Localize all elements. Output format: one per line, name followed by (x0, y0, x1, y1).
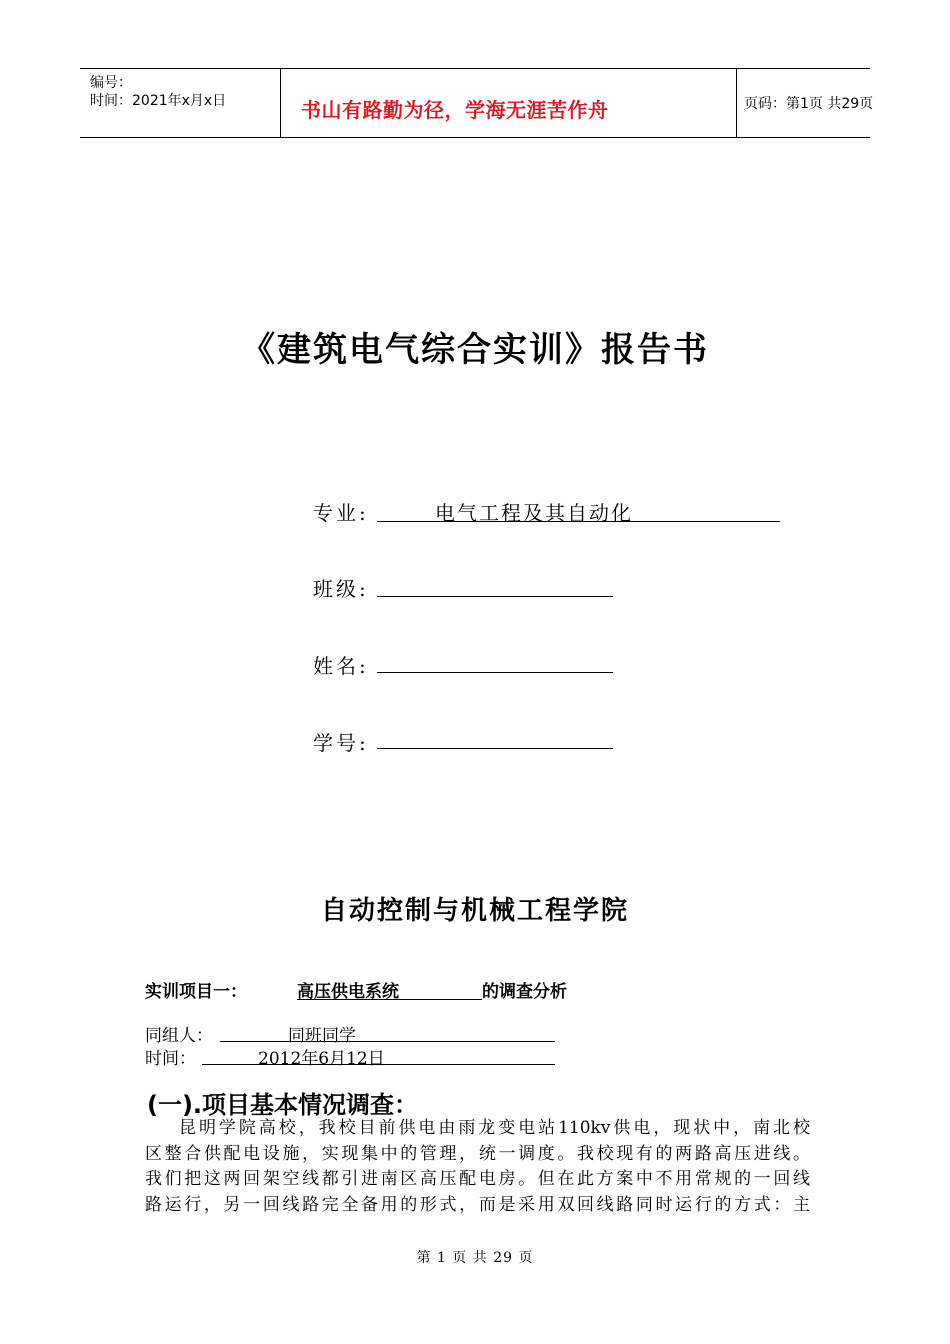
document-title: 《建筑电气综合实训》报告书 (241, 330, 709, 370)
major-underline (377, 497, 780, 525)
class-underline (377, 572, 613, 597)
name-label: 姓名: (313, 654, 369, 678)
project-line (145, 977, 567, 1002)
header-motto-cell (280, 69, 737, 137)
section-paragraph (145, 1116, 810, 1218)
student-id-field (313, 727, 369, 756)
header-page-cell (736, 69, 874, 137)
major-label: 专业: (313, 501, 369, 525)
time-underline (202, 1044, 555, 1069)
time-label: 时间：2021年x月x日 (90, 93, 227, 109)
paragraph-line: 我们把这两回架空线都引进南区高压配电房。但在此方案中不用常规的一回线 (145, 1169, 810, 1189)
student-id-underline (377, 724, 613, 749)
group-line (145, 1021, 213, 1046)
school-name: 自动控制与机械工程学院 (320, 896, 629, 926)
student-id-label: 学号: (313, 731, 369, 755)
document-header (80, 68, 874, 138)
meta-time-label: 时间： (145, 1049, 196, 1069)
group-value: 同班同学 (288, 1026, 356, 1046)
major-field (313, 497, 369, 526)
group-label: 同组人： (145, 1026, 213, 1046)
header-info-cell (80, 69, 280, 137)
name-underline (377, 648, 613, 673)
paragraph-line: 区整合供配电设施，实现集中的管理，统一调度。我校现有的两路高压进线。 (145, 1143, 810, 1164)
section-heading: (一).项目基本情况调查： (147, 1091, 419, 1119)
time-line (145, 1044, 196, 1069)
project-name-underline (297, 977, 482, 1000)
group-underline (220, 1021, 555, 1046)
name-field (313, 650, 369, 679)
major-value: 电气工程及其自动化 (435, 501, 633, 525)
class-field (313, 573, 369, 602)
class-label: 班级: (313, 577, 369, 601)
page-code: 页码：第1页 共29页 (744, 96, 874, 112)
project-suffix: 的调查分析 (482, 982, 567, 1002)
paragraph-line: 昆明学院高校，我校目前供电由雨龙变电站110kv供电，现状中，南北校 (179, 1118, 810, 1138)
project-name: 高压供电系统 (297, 982, 399, 1002)
motto: 书山有路勤为径，学海无涯苦作舟 (301, 98, 609, 122)
page-footer: 第 1 页 共 29 页 (416, 1250, 534, 1266)
number-label: 编号： (90, 75, 132, 91)
meta-time-value: 2012年6月12日 (258, 1049, 385, 1069)
project-prefix: 实训项目一： (145, 982, 247, 1002)
paragraph-line: 路运行，另一回线路完全备用的形式，而是采用双回线路同时运行的方式：主 (145, 1194, 810, 1215)
